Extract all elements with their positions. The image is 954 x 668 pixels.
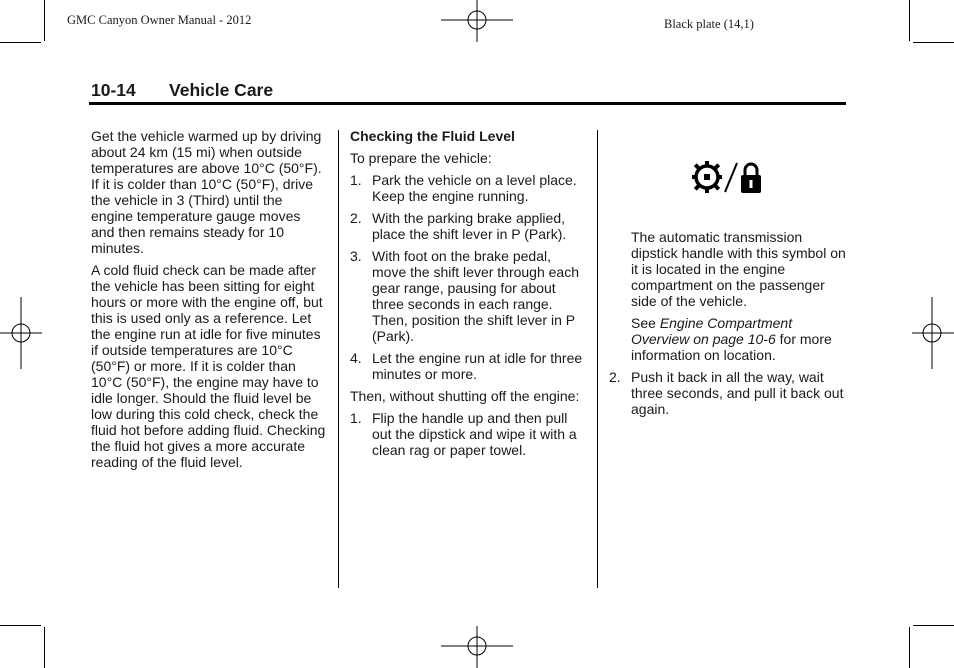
cold-check-paragraph: A cold fluid check can be made after the vehicle has been sitting for eight hours or more with the engine off, but this is used only as a reference. Let the engine run at idle for five minutes if outside temperatures are 10°C (50°F) or more. If it is colder than 10°C (50°F), the engine may have to idle longer. Should the fluid level be low during this cold check, check the fluid hot before adding fluid. Checking the fluid hot gives a more accurate reading of the fluid level. [91, 262, 326, 470]
step-text: With foot on the brake pedal, move the shift lever through each gear range, pausing for about three seconds in each range. Then, position the shift lever in P (Park). [372, 248, 580, 344]
column-divider-2 [597, 130, 598, 588]
column-2 [350, 128, 586, 464]
step-number: 4. [350, 350, 362, 366]
list-item [350, 172, 586, 204]
step-text: Park the vehicle on a level place. Keep the engine running. [372, 172, 577, 204]
step-text: Push it back in all the way, wait three seconds, and pull it back out again. [631, 369, 844, 417]
list-item [609, 369, 847, 417]
page-title [91, 80, 273, 101]
section-title: Vehicle Care [169, 80, 274, 100]
step-number: 1. [350, 410, 362, 426]
see-reference [609, 315, 847, 363]
column-1 [91, 128, 327, 476]
cross-reference-link[interactable]: Engine Compartment Overview on page 10-6 [631, 315, 793, 347]
page-number: 10-14 [91, 80, 136, 100]
list-item [350, 410, 586, 458]
transmission-lock-icon [692, 160, 764, 194]
step-number: 1. [350, 172, 362, 188]
see-suffix: for more information on location. [631, 331, 832, 363]
registration-mark-right [912, 297, 954, 369]
list-item [350, 210, 586, 242]
step-text: Flip the handle up and then pull out the dipstick and wipe it with a clean rag or paper towel. [372, 410, 577, 458]
column-divider-1 [338, 130, 339, 588]
symbol-description: The automatic transmission dipstick handle with this symbol on it is located in the engine compartment on the passenger side of the vehicle. [631, 229, 846, 309]
warmup-paragraph: Get the vehicle warmed up by driving about 24 km (15 mi) when outside temperatures are above 10°C (50°F). If it is colder than 10°C (50°F), drive the vehicle in 3 (Third) until the engine temperature gauge moves and then remains steady for 10 minutes. [91, 128, 322, 256]
list-item [350, 350, 586, 382]
section-heading: Checking the Fluid Level [350, 128, 515, 144]
step-text: With the parking brake applied, place the shift lever in P (Park). [372, 210, 567, 242]
plate-label: Black plate (14,1) [664, 17, 754, 31]
registration-mark-top [441, 0, 513, 42]
prepare-steps [350, 172, 586, 382]
step-number: 2. [609, 369, 621, 385]
check-steps [350, 410, 586, 458]
title-rule [89, 102, 846, 105]
registration-mark-bottom [441, 626, 513, 668]
step-text: Let the engine run at idle for three minutes or more. [372, 350, 583, 382]
prepare-intro: To prepare the vehicle: [350, 150, 492, 166]
column-3 [609, 229, 847, 423]
step-number: 2. [350, 210, 362, 226]
see-prefix: See [631, 315, 660, 331]
then-intro: Then, without shutting off the engine: [350, 388, 580, 404]
step-number: 3. [350, 248, 362, 264]
check-steps-continued [609, 369, 847, 417]
document-title: GMC Canyon Owner Manual - 2012 [67, 13, 252, 27]
list-item [350, 248, 586, 344]
registration-mark-left [0, 297, 42, 369]
